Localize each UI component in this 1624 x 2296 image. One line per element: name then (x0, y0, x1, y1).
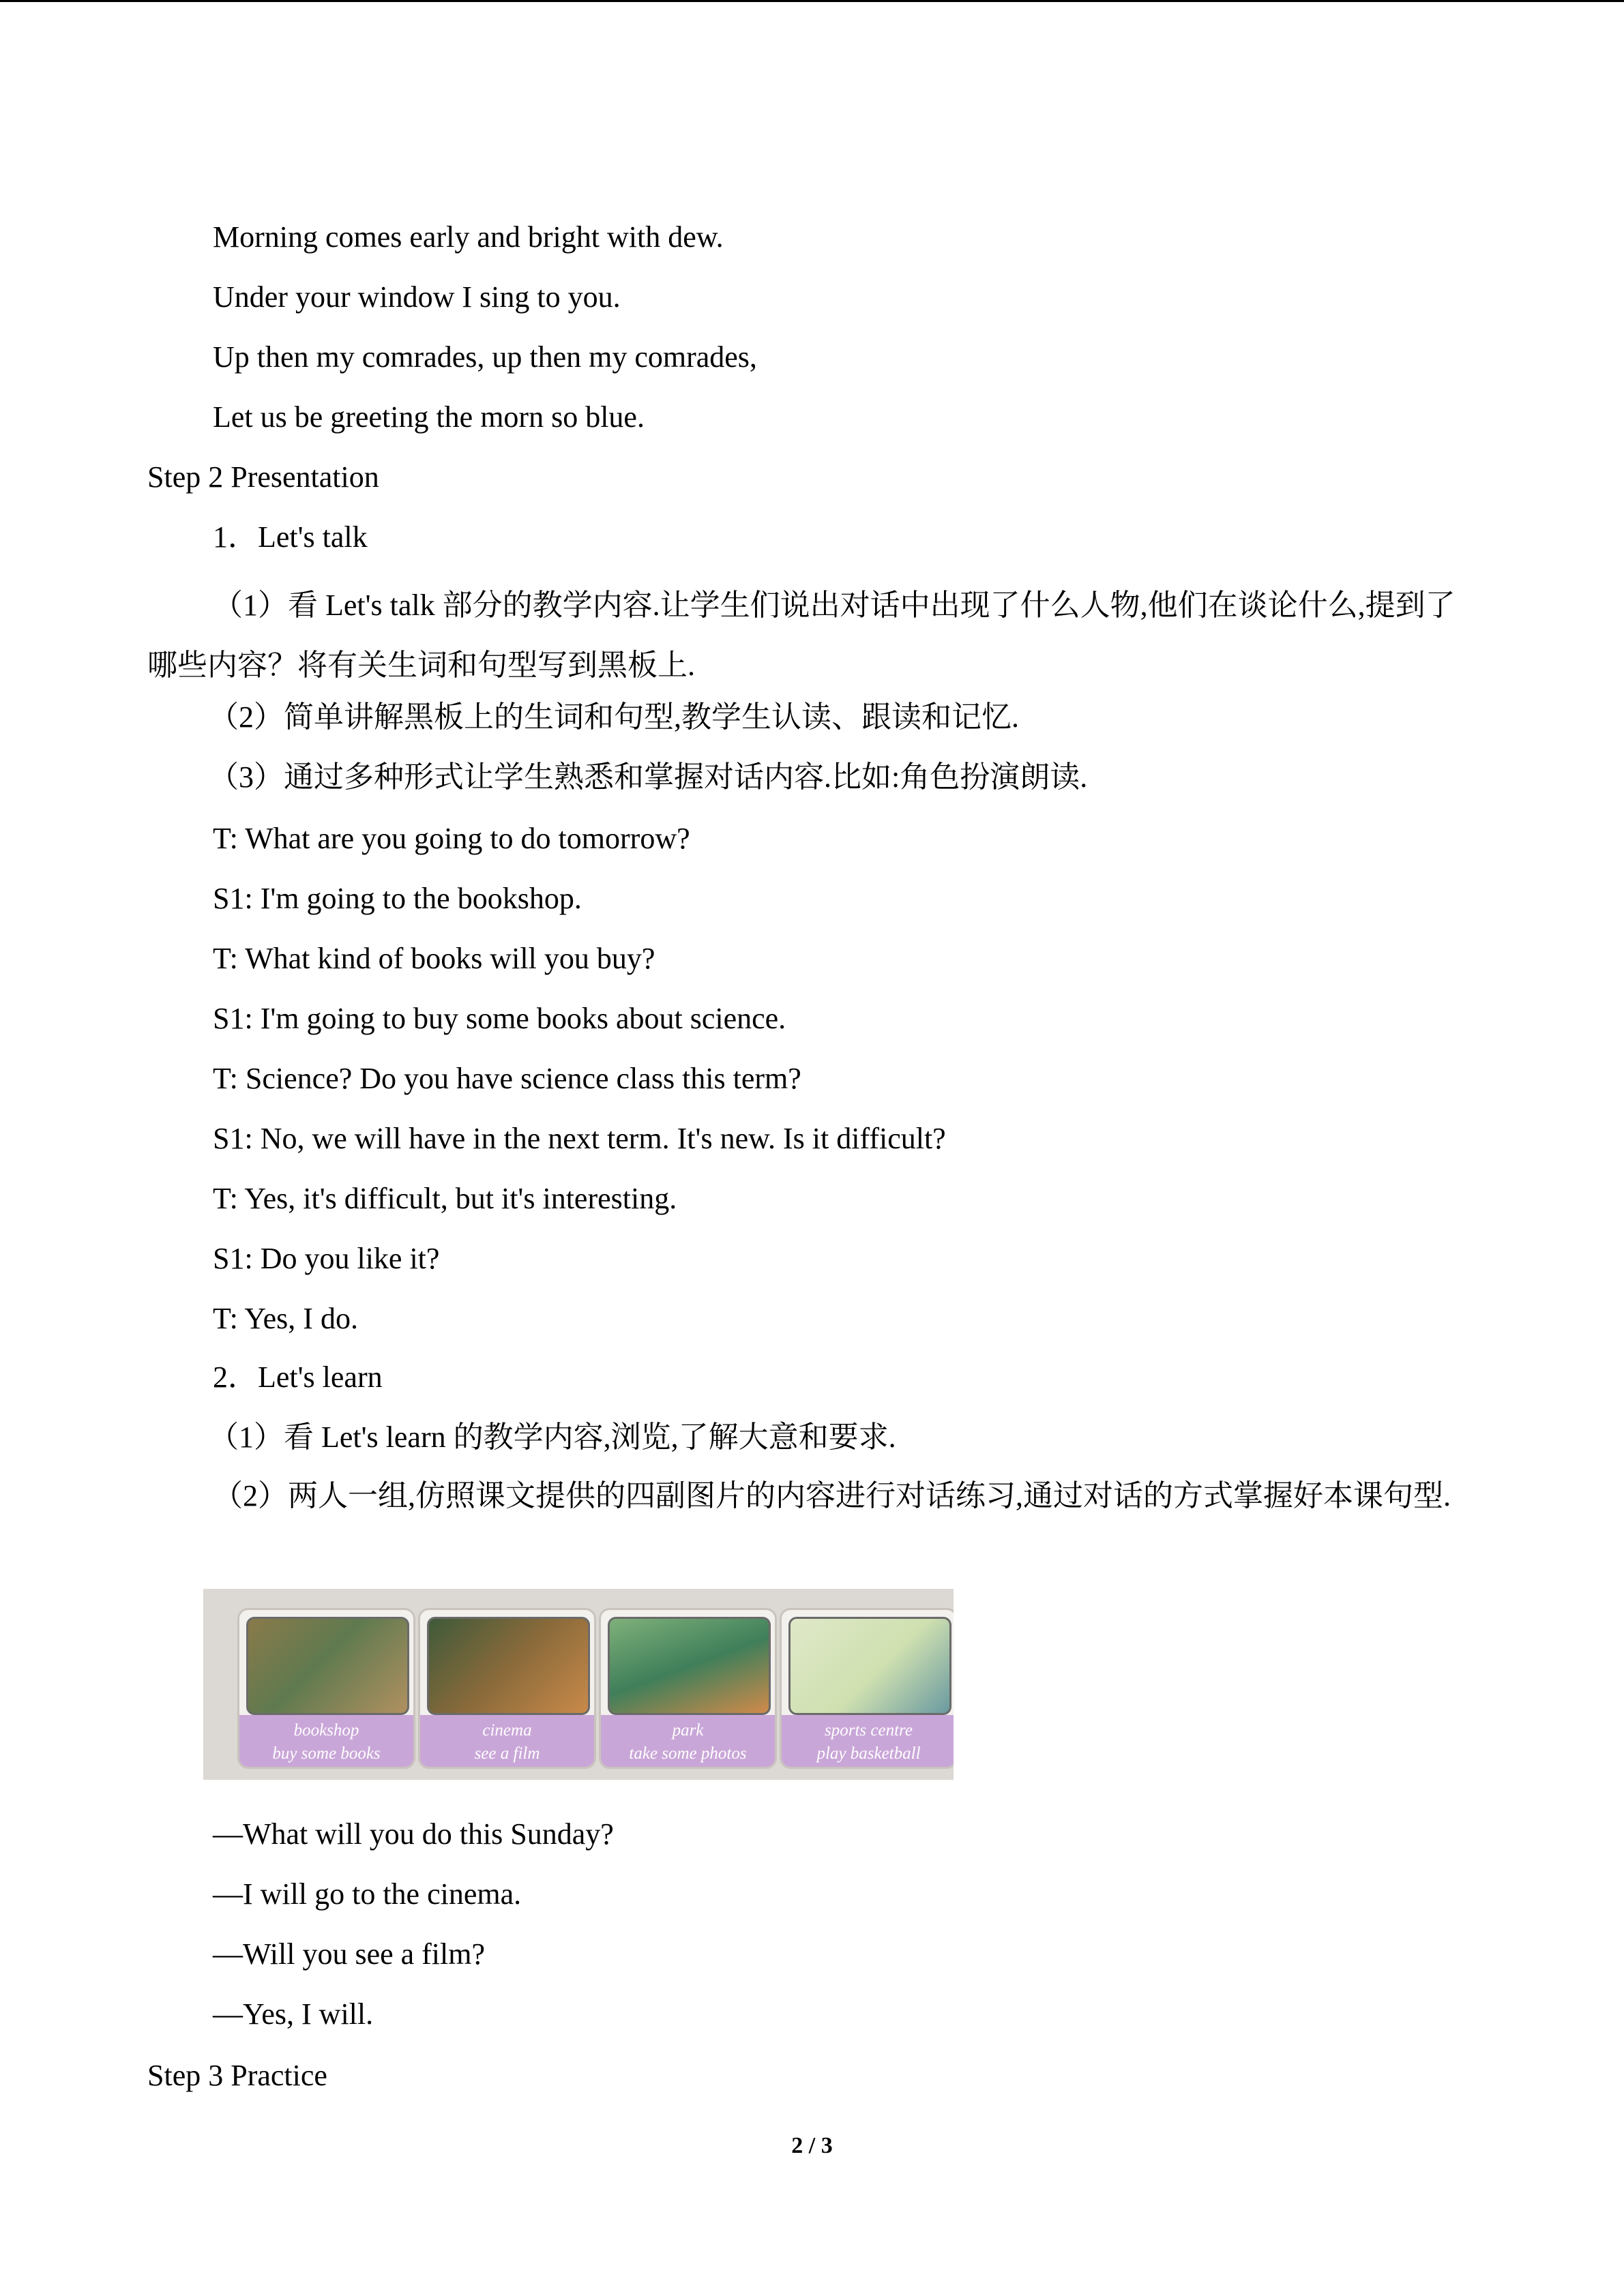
dialogue-line-9: T: Yes, I do. (213, 1302, 358, 1335)
lets-talk-heading: 1．Let's talk (213, 520, 368, 554)
card-place: park (672, 1721, 704, 1740)
sample-dialogue-line-2: —I will go to the cinema. (213, 1877, 522, 1911)
textbook-picture-strip (203, 1589, 954, 1780)
card-place: sports centre (825, 1721, 913, 1740)
card-place: cinema (482, 1721, 532, 1740)
picture-card-image (427, 1617, 590, 1715)
picture-card-caption (782, 1715, 954, 1767)
page-top-border (0, 0, 1624, 2)
learn-instruction-1: （1）看 Let's learn 的教学内容,浏览,了解大意和要求. (209, 1420, 896, 1454)
card-activity: take some photos (629, 1744, 747, 1763)
talk-instruction-1: （1）看 Let's talk 部分的教学内容.让学生们说出对话中出现了什么人物,他们在谈论什么,提到了哪些内容？将有关生词和句型写到黑板上. (147, 588, 1456, 682)
picture-card-caption (239, 1715, 413, 1767)
page-number: 2 / 3 (791, 2133, 833, 2158)
dialogue-line-4: S1: I'm going to buy some books about science. (213, 1002, 786, 1035)
song-line-2: Under your window I sing to you. (213, 280, 621, 314)
card-activity: see a film (474, 1744, 540, 1763)
card-activity: buy some books (272, 1744, 381, 1763)
picture-card-image (788, 1617, 951, 1715)
picture-card-caption (601, 1715, 775, 1767)
sample-dialogue-line-1: —What will you do this Sunday? (213, 1817, 614, 1851)
picture-card-bookshop (237, 1608, 415, 1769)
song-line-3: Up then my comrades, up then my comrades, (213, 340, 757, 374)
dialogue-line-3: T: What kind of books will you buy? (213, 942, 655, 975)
dialogue-line-6: S1: No, we will have in the next term. It's new. Is it difficult? (213, 1122, 946, 1155)
song-line-1: Morning comes early and bright with dew. (213, 220, 724, 254)
step-3-heading: Step 3 Practice (147, 2059, 327, 2092)
picture-card-caption (420, 1715, 594, 1767)
card-activity: play basketball (816, 1744, 921, 1763)
picture-card-sports-centre (780, 1608, 954, 1769)
step-2-heading: Step 2 Presentation (147, 460, 379, 494)
card-place: bookshop (293, 1721, 359, 1740)
picture-card-image (608, 1617, 771, 1715)
dialogue-line-8: S1: Do you like it? (213, 1242, 440, 1275)
dialogue-line-1: T: What are you going to do tomorrow? (213, 822, 690, 855)
picture-card-image (246, 1617, 409, 1715)
sample-dialogue-line-3: —Will you see a film? (213, 1937, 486, 1971)
song-line-4: Let us be greeting the morn so blue. (213, 400, 645, 434)
dialogue-line-5: T: Science? Do you have science class this term? (213, 1062, 801, 1095)
dialogue-line-7: T: Yes, it's difficult, but it's interesting. (213, 1182, 677, 1215)
lets-learn-heading: 2．Let's learn (213, 1360, 383, 1394)
talk-instruction-3: （3）通过多种形式让学生熟悉和掌握对话内容.比如:角色扮演朗读. (209, 760, 1088, 794)
picture-card-park (599, 1608, 777, 1769)
sample-dialogue-line-4: —Yes, I will. (213, 1997, 374, 2031)
talk-instruction-2: （2）简单讲解黑板上的生词和句型,教学生认读、跟读和记忆. (209, 700, 1019, 734)
dialogue-line-2: S1: I'm going to the bookshop. (213, 882, 582, 915)
learn-instruction-2: （2）两人一组,仿照课文提供的四副图片的内容进行对话练习,通过对话的方式掌握好本课句型. (213, 1479, 1451, 1512)
picture-card-cinema (418, 1608, 596, 1769)
